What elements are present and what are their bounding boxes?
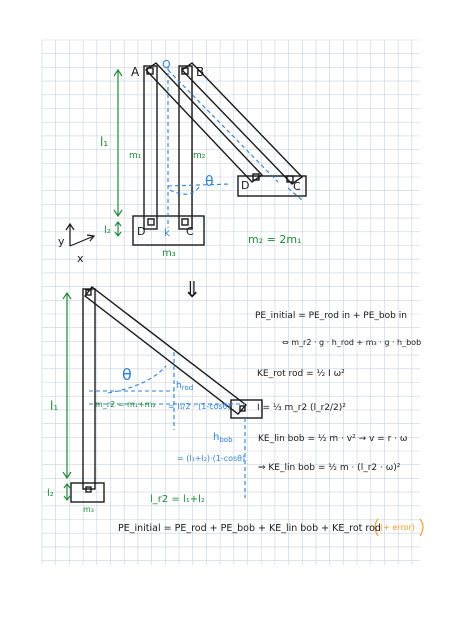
label-k: k: [164, 228, 170, 239]
bottom-blue-guides: [89, 352, 245, 498]
label-a: A: [131, 65, 140, 79]
top-length-arrows: [114, 70, 122, 236]
label-h-rod: $h_{rod}$: [176, 381, 194, 392]
axis-x-label: x: [77, 252, 84, 265]
eq-pe-initial: PE_initial = PE_rod in + PE_bob in: [255, 311, 407, 321]
rod-a-vertical: [144, 66, 157, 229]
label-m1-right: m₂: [193, 151, 206, 161]
label-m-r2: m_r2 = m₁+m₂: [95, 400, 156, 409]
label-l2-top: l₂: [104, 225, 111, 236]
bottom-length-arrows: [63, 293, 71, 500]
rod-a-diagonal: [146, 63, 262, 182]
mass-relation: m₂ = 2m₁: [248, 233, 302, 246]
label-l1-top: l₁: [100, 135, 109, 149]
label-c-left: C: [186, 225, 194, 238]
label-l1-bottom: l₁: [50, 399, 59, 413]
label-l-r2: l_r2 = l₁+l₂: [150, 494, 205, 505]
label-o: O: [162, 58, 171, 71]
rod-vertical-bottom: [83, 289, 95, 489]
label-l2-bottom: l₂: [47, 488, 54, 499]
eq-final: PE_initial = PE_rod + PE_bob + KE_lin bob + KE_rot rod: [118, 523, 381, 534]
label-m3-bottom: m₃: [83, 505, 94, 514]
h-rod-expr: = l₁/2 · (1-cosθ): [168, 402, 231, 411]
rod-diagonal-bottom: [85, 287, 246, 414]
label-theta-bottom: θ: [122, 365, 132, 384]
eq-ke-lin-sub: ⇒ KE_lin bob = ½ m · (l_r2 · ω)²: [258, 463, 401, 473]
axes-icon: [66, 224, 94, 246]
label-c-right: C: [293, 180, 301, 193]
down-arrow-icon: ⇓: [183, 278, 202, 303]
eq-pe-expanded: ⇔ m_r2 · g · h_rod + m₃ · g · h_bob: [282, 338, 422, 347]
eq-final-error: (+ error): [380, 523, 415, 532]
rod-b-diagonal: [182, 63, 302, 184]
label-h-bob: $h_{bob}$: [213, 432, 233, 444]
bottom-diagram: [71, 287, 262, 502]
axis-y-label: y: [58, 235, 65, 248]
label-d-left: D: [137, 225, 146, 238]
rod-b-vertical: [179, 66, 192, 229]
label-theta-top: θ: [205, 174, 214, 190]
eq-ke-lin: KE_lin bob = ½ m · v² → v = r · ω: [258, 434, 408, 444]
h-bob-expr: = (l₁+l₂)·(1-cosθ): [177, 454, 246, 463]
label-m3-top: m₃: [162, 248, 176, 259]
label-d-right: D: [241, 179, 250, 192]
label-m1-left: m₁: [129, 151, 142, 161]
top-diagram: [133, 63, 306, 245]
eq-inertia: I = ⅓ m_r2 (l_r2/2)²: [257, 403, 346, 413]
eq-ke-rot: KE_rot rod = ½ I ω²: [257, 369, 345, 379]
label-b: B: [196, 65, 205, 79]
